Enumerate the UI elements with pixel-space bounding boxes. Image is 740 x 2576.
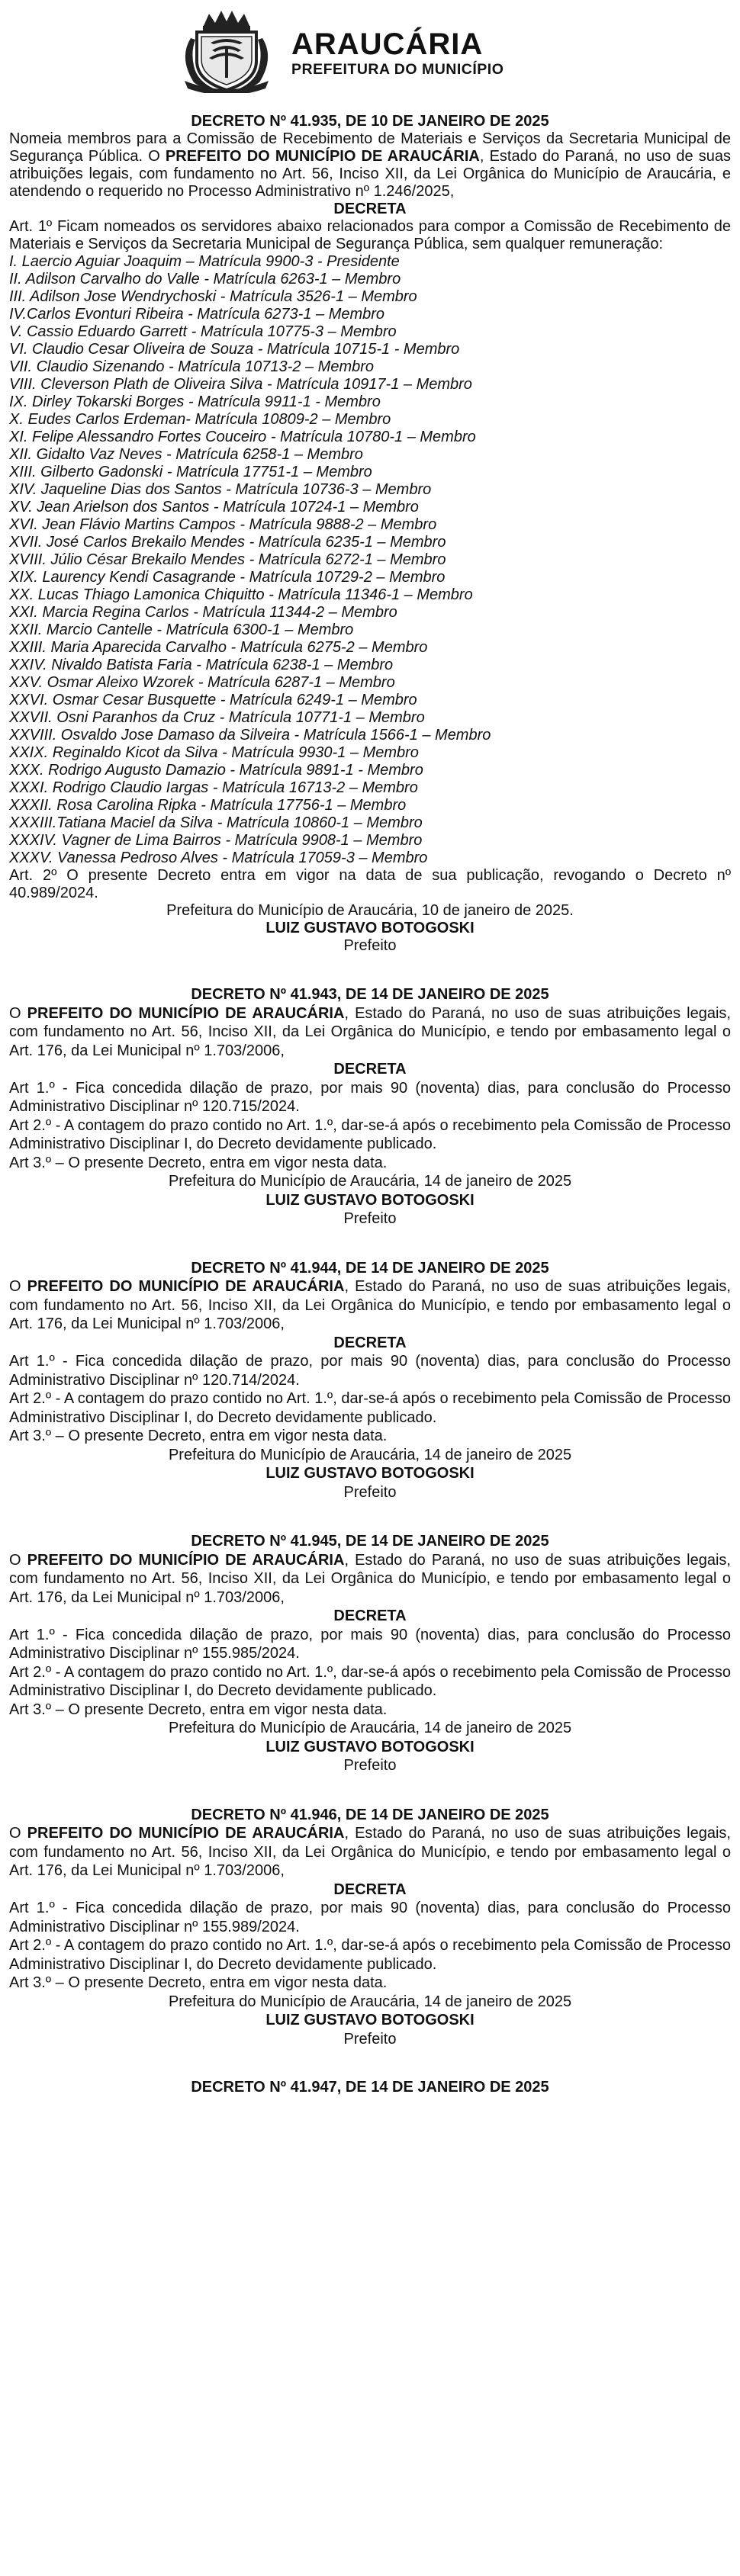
article-1: Art 1.º - Fica concedida dilação de prazo, por mais 90 (noventa) dias, para conclusão do Processo Administrativo Disciplinar nº 120.714/2024. bbox=[9, 1353, 731, 1389]
brand-subtitle: PREFEITURA DO MUNICÍPIO bbox=[291, 61, 504, 78]
place-date: Prefeitura do Município de Araucária, 14 de janeiro de 2025 bbox=[168, 1993, 572, 2010]
member-list-item: XII. Gidalto Vaz Neves - Matrícula 6258-1 – Membro bbox=[9, 446, 363, 463]
decree-title: DECRETO Nº 41.944, DE 14 DE JANEIRO DE 2025 bbox=[191, 1259, 549, 1277]
signer-name: LUIZ GUSTAVO BOTOGOSKI bbox=[265, 1465, 475, 1482]
member-list-item: XV. Jean Arielson dos Santos - Matrícula 10724-1 – Membro bbox=[9, 499, 419, 516]
article-3-label: Art 3.º – bbox=[9, 1154, 69, 1171]
intro-authority: PREFEITO DO MUNICÍPIO DE ARAUCÁRIA bbox=[27, 1004, 345, 1022]
decree-intro bbox=[9, 1551, 731, 1608]
intro-text-rest: , Estado do Paraná, no uso de suas atribuições legais, com fundamento no Art. 56, Inciso XII, da Lei Orgânica do Município de Araucária, e atendendo o requerido no Processo Administrativo nº 1.246/2025, bbox=[9, 148, 732, 200]
member-list-item: III. Adilson Jose Wendrychoski - Matrícula 3526-1 – Membro bbox=[9, 288, 417, 305]
article-2: Art 2.º - A contagem do prazo contido no Art. 1.º, dar-se-á após o recebimento pela Comissão de Processo Administrativo Disciplinar I, do Decreto devidamente publicado. bbox=[9, 1116, 731, 1152]
decreta-heading: DECRETA bbox=[333, 1334, 407, 1351]
decree-intro bbox=[9, 1824, 731, 1881]
article-1: Art. 1º Ficam nomeados os servidores abaixo relacionados para compor a Comissão de Recebimento de Materiais e Serviços da Secretaria Municipal de Segurança Pública, sem qualquer remuneração: bbox=[9, 218, 731, 252]
signer-name: LUIZ GUSTAVO BOTOGOSKI bbox=[265, 920, 475, 936]
place-date: Prefeitura do Município de Araucária, 14 de janeiro de 2025 bbox=[168, 1446, 572, 1463]
article-3-label: Art 3.º – bbox=[9, 1701, 69, 1718]
article-2: Art. 2º O presente Decreto entra em vigor na data de sua publicação, revogando o Decreto nº 40.989/2024. bbox=[9, 867, 731, 901]
article-3-text: O presente Decreto, entra em vigor nesta data. bbox=[68, 1154, 388, 1171]
decreta-heading: DECRETA bbox=[333, 1608, 407, 1624]
article-3-text: O presente Decreto, entra em vigor nesta data. bbox=[68, 1701, 388, 1718]
member-list-item: XVII. José Carlos Brekailo Mendes - Matrícula 6235-1 – Membro bbox=[9, 534, 446, 551]
intro-text-rest: , Estado do Paraná, no uso de suas atribuições legais, com fundamento no Art. 56, Inciso XII, da Lei Orgânica do Município, e tendo por embasamento legal o Art. 176, da Lei Municipal nº 1.703/2006, bbox=[9, 1551, 731, 1606]
decree-41947 bbox=[9, 2079, 731, 2096]
member-list-item: XI. Felipe Alessandro Fortes Couceiro - Matrícula 10780-1 – Membro bbox=[9, 429, 476, 445]
article-2: Art 2.º - A contagem do prazo contido no Art. 1.º, dar-se-á após o recebimento pela Comissão de Processo Administrativo Disciplinar I, do Decreto devidamente publicado. bbox=[9, 1390, 731, 1426]
signer-name: LUIZ GUSTAVO BOTOGOSKI bbox=[265, 1191, 475, 1209]
intro-text: O bbox=[9, 1004, 27, 1022]
member-list-item: XIX. Laurency Kendi Casagrande - Matrícula 10729-2 – Membro bbox=[9, 569, 446, 586]
article-3-text: O presente Decreto, entra em vigor nesta data. bbox=[68, 1428, 388, 1444]
decree-intro bbox=[9, 130, 731, 201]
member-list-item: VI. Claudio Cesar Oliveira de Souza - Matrícula 10715-1 - Membro bbox=[9, 341, 460, 358]
intro-text: O bbox=[9, 1825, 27, 1842]
member-list-item: XVI. Jean Flávio Martins Campos - Matrícula 9888-2 – Membro bbox=[9, 516, 437, 533]
decree-intro bbox=[9, 1004, 731, 1061]
document-body bbox=[9, 113, 731, 2096]
member-list-item: XXVI. Osmar Cesar Busquette - Matrícula 6249-1 – Membro bbox=[9, 692, 417, 708]
intro-text: Nomeia membros para a Comissão de Recebimento de Materiais e Serviços da Secretaria Municipal de Segurança Pública. O bbox=[9, 130, 731, 165]
member-list-item: XXII. Marcio Cantelle - Matrícula 6300-1 – Membro bbox=[9, 622, 354, 638]
intro-authority: PREFEITO DO MUNICÍPIO DE ARAUCÁRIA bbox=[165, 148, 480, 165]
signer-role: Prefeito bbox=[343, 1757, 397, 1774]
place-date: Prefeitura do Município de Araucária, 14 de janeiro de 2025 bbox=[168, 1173, 572, 1190]
decree-section bbox=[9, 1532, 731, 1775]
signer-name: LUIZ GUSTAVO BOTOGOSKI bbox=[265, 1738, 475, 1755]
decree-41935 bbox=[9, 113, 731, 955]
member-list-item: I. Laercio Aguiar Joaquim – Matrícula 9900-3 - Presidente bbox=[9, 253, 400, 270]
article-1: Art 1.º - Fica concedida dilação de prazo, por mais 90 (noventa) dias, para conclusão do Processo Administrativo Disciplinar nº 155.985/2024. bbox=[9, 1626, 731, 1662]
intro-text-rest: , Estado do Paraná, no uso de suas atribuições legais, com fundamento no Art. 56, Inciso XII, da Lei Orgânica do Município, e tendo por embasamento legal o Art. 176, da Lei Municipal nº 1.703/2006, bbox=[9, 1004, 731, 1059]
decreta-heading: DECRETA bbox=[333, 1881, 407, 1898]
member-list-item: XXXV. Vanessa Pedroso Alves - Matrícula 17059-3 – Membro bbox=[9, 850, 428, 866]
member-list-item: XXIX. Reginaldo Kicot da Silva - Matrícula 9930-1 – Membro bbox=[9, 744, 419, 761]
member-list bbox=[9, 253, 731, 867]
decree-title: DECRETO Nº 41.946, DE 14 DE JANEIRO DE 2025 bbox=[191, 1806, 549, 1823]
member-list-item: XXX. Rodrigo Augusto Damazio - Matrícula 9891-1 - Membro bbox=[9, 762, 423, 779]
decree-section bbox=[9, 1259, 731, 1502]
article-3 bbox=[9, 1701, 731, 1720]
member-list-item: XXIV. Nivaldo Batista Faria - Matrícula 6238-1 – Membro bbox=[9, 657, 394, 673]
brand-block bbox=[291, 29, 504, 78]
decree-title: DECRETO Nº 41.943, DE 14 DE JANEIRO DE 2025 bbox=[191, 986, 549, 1003]
member-list-item: XXVII. Osni Paranhos da Cruz - Matrícula 10771-1 – Membro bbox=[9, 709, 425, 726]
member-list-item: XXV. Osmar Aleixo Wzorek - Matrícula 6287-1 – Membro bbox=[9, 674, 395, 691]
signer-name: LUIZ GUSTAVO BOTOGOSKI bbox=[265, 2012, 475, 2028]
member-list-item: XIII. Gilberto Gadonski - Matrícula 17751-1 – Membro bbox=[9, 464, 372, 480]
decree-title: DECRETO Nº 41.935, DE 10 DE JANEIRO DE 2025 bbox=[191, 113, 549, 130]
article-3-label: Art 3.º – bbox=[9, 1428, 69, 1444]
member-list-item: XVIII. Júlio César Brekailo Mendes - Matrícula 6272-1 – Membro bbox=[9, 551, 446, 568]
member-list-item: II. Adilson Carvalho do Valle - Matrícula 6263-1 – Membro bbox=[9, 271, 401, 287]
decree-intro bbox=[9, 1277, 731, 1334]
decreta-heading: DECRETA bbox=[333, 201, 407, 217]
intro-text: O bbox=[9, 1278, 27, 1295]
member-list-item: XX. Lucas Thiago Lamonica Chiquitto - Matrícula 11346-1 – Membro bbox=[9, 586, 473, 603]
signer-role: Prefeito bbox=[343, 1483, 397, 1501]
article-3 bbox=[9, 1974, 731, 1993]
decree-section bbox=[9, 985, 731, 1229]
decree-title: DECRETO Nº 41.945, DE 14 DE JANEIRO DE 2025 bbox=[191, 1533, 549, 1550]
place-date: Prefeitura do Município de Araucária, 10 de janeiro de 2025. bbox=[166, 902, 574, 919]
member-list-item: XXXII. Rosa Carolina Ripka - Matrícula 17756-1 – Membro bbox=[9, 797, 407, 814]
member-list-item: XXI. Marcia Regina Carlos - Matrícula 11344-2 – Membro bbox=[9, 604, 397, 621]
intro-authority: PREFEITO DO MUNICÍPIO DE ARAUCÁRIA bbox=[27, 1551, 345, 1569]
article-2: Art 2.º - A contagem do prazo contido no Art. 1.º, dar-se-á após o recebimento pela Comissão de Processo Administrativo Disciplinar I, do Decreto devidamente publicado. bbox=[9, 1663, 731, 1699]
article-3-text: O presente Decreto, entra em vigor nesta data. bbox=[68, 1974, 388, 1991]
decreta-heading: DECRETA bbox=[333, 1061, 407, 1078]
member-list-item: XXIII. Maria Aparecida Carvalho - Matrícula 6275-2 – Membro bbox=[9, 639, 428, 656]
decree-section bbox=[9, 1806, 731, 2049]
signer-role: Prefeito bbox=[343, 1210, 397, 1227]
member-list-item: X. Eudes Carlos Erdeman- Matrícula 10809-2 – Membro bbox=[9, 411, 391, 428]
intro-text-rest: , Estado do Paraná, no uso de suas atribuições legais, com fundamento no Art. 56, Inciso XII, da Lei Orgânica do Município, e tendo por embasamento legal o Art. 176, da Lei Municipal nº 1.703/2006, bbox=[9, 1825, 731, 1879]
signer-role: Prefeito bbox=[343, 937, 397, 954]
member-list-item: VIII. Cleverson Plath de Oliveira Silva - Matrícula 10917-1 – Membro bbox=[9, 376, 472, 393]
intro-authority: PREFEITO DO MUNICÍPIO DE ARAUCÁRIA bbox=[27, 1825, 345, 1842]
article-3-label: Art 3.º – bbox=[9, 1974, 69, 1991]
member-list-item: VII. Claudio Sizenando - Matrícula 10713-2 – Membro bbox=[9, 358, 375, 375]
member-list-item: V. Cassio Eduardo Garrett - Matrícula 10775-3 – Membro bbox=[9, 323, 397, 340]
member-list-item: IV.Carlos Evonturi Ribeira - Matrícula 6273-1 – Membro bbox=[9, 306, 385, 323]
municipal-crest-icon bbox=[174, 8, 279, 93]
masthead bbox=[0, 0, 740, 99]
intro-text-rest: , Estado do Paraná, no uso de suas atribuições legais, com fundamento no Art. 56, Inciso XII, da Lei Orgânica do Município, e tendo por embasamento legal o Art. 176, da Lei Municipal nº 1.703/2006, bbox=[9, 1278, 731, 1332]
member-list-item: IX. Dirley Tokarski Borges - Matrícula 9911-1 - Membro bbox=[9, 393, 381, 410]
article-3 bbox=[9, 1427, 731, 1446]
decree-title: DECRETO Nº 41.947, DE 14 DE JANEIRO DE 2025 bbox=[191, 2079, 549, 2096]
article-1: Art 1.º - Fica concedida dilação de prazo, por mais 90 (noventa) dias, para conclusão do Processo Administrativo Disciplinar nº 155.989/2024. bbox=[9, 1900, 731, 1935]
article-1: Art 1.º - Fica concedida dilação de prazo, por mais 90 (noventa) dias, para conclusão do Processo Administrativo Disciplinar nº 120.715/2024. bbox=[9, 1079, 731, 1115]
member-list-item: XXVIII. Osvaldo Jose Damaso da Silveira - Matrícula 1566-1 – Membro bbox=[9, 727, 491, 744]
intro-authority: PREFEITO DO MUNICÍPIO DE ARAUCÁRIA bbox=[27, 1278, 345, 1295]
place-date: Prefeitura do Município de Araucária, 14 de janeiro de 2025 bbox=[168, 1720, 572, 1736]
article-3 bbox=[9, 1154, 731, 1173]
brand-name: ARAUCÁRIA bbox=[291, 27, 484, 61]
signer-role: Prefeito bbox=[343, 2030, 397, 2048]
member-list-item: XIV. Jaqueline Dias dos Santos - Matrícula 10736-3 – Membro bbox=[9, 481, 432, 498]
member-list-item: XXXIV. Vagner de Lima Bairros - Matrícula 9908-1 – Membro bbox=[9, 832, 423, 849]
article-2: Art 2.º - A contagem do prazo contido no Art. 1.º, dar-se-á após o recebimento pela Comissão de Processo Administrativo Disciplinar I, do Decreto devidamente publicado. bbox=[9, 1937, 731, 1973]
member-list-item: XXXIII.Tatiana Maciel da Silva - Matrícula 10860-1 – Membro bbox=[9, 814, 423, 831]
intro-text: O bbox=[9, 1551, 27, 1569]
member-list-item: XXXI. Rodrigo Claudio Iargas - Matrícula 16713-2 – Membro bbox=[9, 779, 418, 796]
